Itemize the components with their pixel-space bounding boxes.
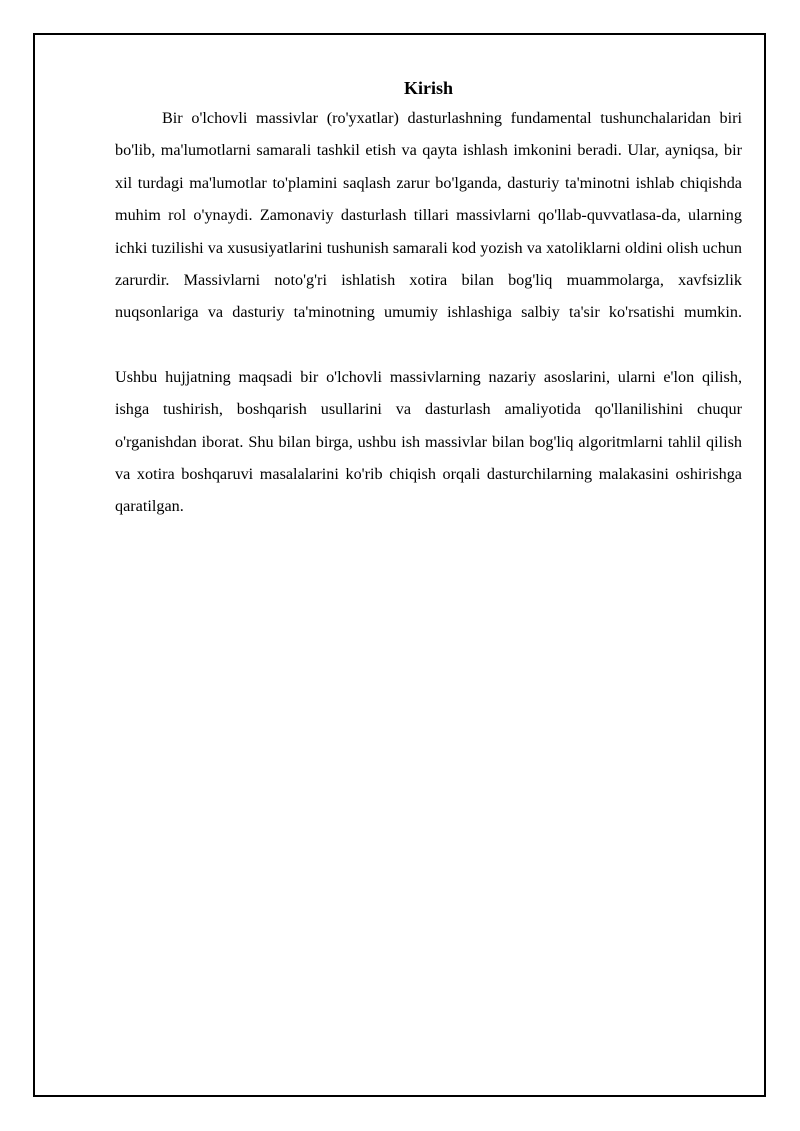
intro-paragraph-2: Ushbu hujjatning maqsadi bir o'lchovli massivlarning nazariy asoslarini, ularni e'lon qilish, ishga tushirish, boshqarish usullarini va dasturlash amaliyotida qo'llanilishini chuqur o'rganishdan iborat. Shu bilan birga, ushbu ish massivlar bilan bog'liq algoritmlarni tahlil qilish va xotira boshqaruvi masalalarini ko'rib chiqish orqali dasturchilarning malakasini oshirishga qaratilgan.: [115, 367, 742, 516]
section-title: Kirish: [403, 78, 453, 98]
document-body: [115, 76, 742, 523]
intro-paragraph-1: Bir o'lchovli massivlar (ro'yxatlar) dasturlashning fundamental tushunchalaridan biri bo'lib, ma'lumotlarni samarali tashkil etish va qayta ishlash imkonini beradi. Ular, ayniqsa, bir xil turdagi ma'lumotlar to'plamini saqlash zarur bo'lganda, dasturiy ta'minotni ishlab chiqishda muhim rol o'ynaydi. Zamonaviy dasturlash tillari massivlarni qo'llab-quvvatlasa-da, ularning ichki tuzilishi va xususiyatlarini tushunish samarali kod yozish va xatoliklarni oldini olish uchun zarurdir. Massivlarni noto'g'ri ishlatish xotira bilan bog'liq muammolarga, xavfsizlik nuqsonlariga va dasturiy ta'minotning umumiy ishlashiga salbiy ta'sir ko'rsatishi mumkin.: [115, 109, 742, 322]
